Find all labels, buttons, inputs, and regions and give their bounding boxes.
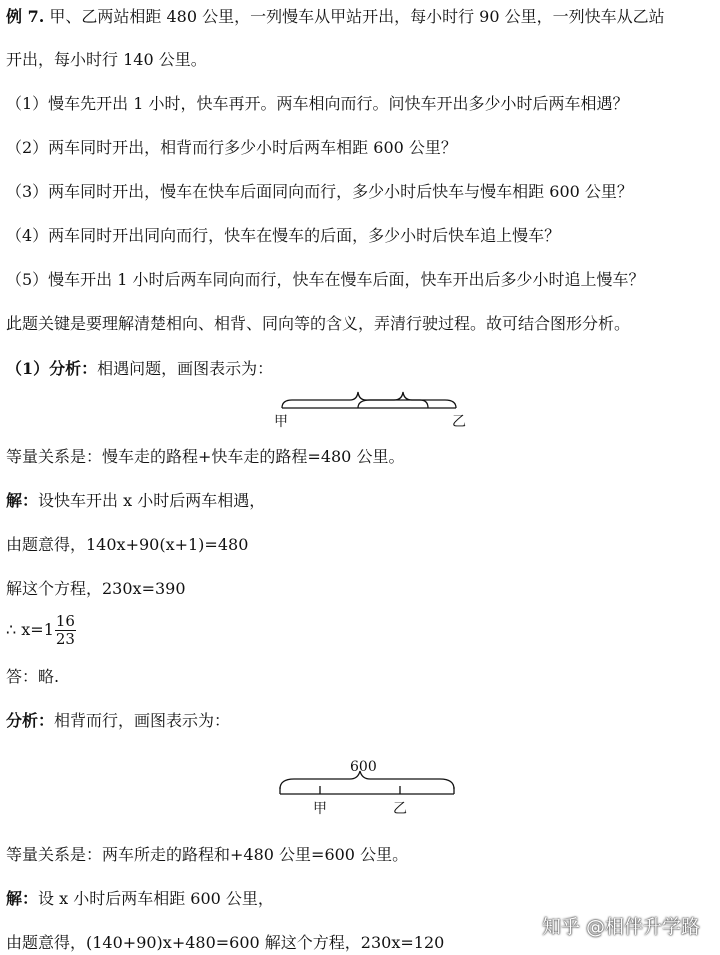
separation-diagram: [270, 757, 470, 821]
part1-solve-text: 设快车开出 x 小时后两车相遇，: [38, 491, 266, 510]
diagram-label-600: 600: [350, 759, 377, 775]
separation-diagram-svg: [270, 757, 470, 821]
part1-simplified: 解这个方程，230x=390: [6, 579, 186, 598]
part2-equation: 由题意得，(140+90)x+480=600 解这个方程，230x=120: [6, 933, 445, 952]
part2-solve-line: [6, 889, 274, 909]
question-2: （2）两车同时开出，相背而行多少小时后两车相距 600 公里？: [6, 138, 457, 157]
meeting-diagram: [270, 388, 480, 432]
part1-analysis: [6, 359, 273, 379]
problem-label: 例 7.: [6, 7, 45, 26]
part1-heading-text: 相遇问题，画图表示为：: [97, 359, 274, 378]
diagram-label-yi: 乙: [452, 414, 466, 430]
problem-text-line2: 开出，每小时行 140 公里。: [6, 50, 207, 69]
problem-text-line1: 甲、乙两站相距 480 公里，一列慢车从甲站开出，每小时行 90 公里，一列快车从乙站: [44, 7, 665, 26]
part1-solve-line: [6, 491, 265, 511]
diagram2-label-yi: 乙: [393, 801, 407, 817]
meeting-diagram-svg: [270, 388, 480, 432]
diagram2-label-jia: 甲: [313, 801, 327, 817]
fraction-denominator: 23: [55, 630, 75, 648]
part2-relation: 等量关系是：两车所走的路程和+480 公里=600 公里。: [6, 845, 409, 864]
part1-result: [6, 613, 76, 648]
result-fraction: [55, 613, 76, 648]
slow-train-brace: [282, 392, 428, 408]
part2-heading: 分析：: [6, 711, 55, 730]
part1-result-prefix: ∴ x=1: [6, 620, 54, 639]
part1-solve-label: 解：: [6, 491, 39, 510]
fraction-numerator: 16: [55, 612, 75, 630]
part1-answer: 答：略.: [6, 667, 60, 686]
diagram-label-jia: 甲: [274, 414, 288, 430]
part2-heading-text: 相背而行，画图表示为：: [54, 711, 231, 730]
question-1: （1）慢车先开出 1 小时，快车再开。两车相向而行。问快车开出多少小时后两车相遇？: [6, 94, 629, 113]
problem-title-line: [6, 7, 665, 27]
question-5: （5）慢车开出 1 小时后两车同向而行，快车在慢车后面，快车开出后多少小时追上慢车？: [6, 270, 645, 289]
part2-solve-label: 解：: [6, 889, 39, 908]
part2-analysis: [6, 711, 230, 731]
question-4: （4）两车同时开出同向而行，快车在慢车的后面，多少小时后快车追上慢车？: [6, 226, 561, 245]
part1-relation: 等量关系是：慢车走的路程+快车走的路程=480 公里。: [6, 447, 405, 466]
part1-heading: （1）分析：: [6, 359, 98, 378]
question-3: （3）两车同时开出，慢车在快车后面同向而行，多少小时后快车与慢车相距 600 公里？: [6, 182, 633, 201]
key-point: 此题关键是要理解清楚相向、相背、同向等的含义，弄清行驶过程。故可结合图形分析。: [6, 314, 631, 333]
part2-solve-text: 设 x 小时后两车相距 600 公里，: [38, 889, 274, 908]
zhihu-watermark: 知乎 @相伴升学路: [541, 916, 700, 938]
part1-equation: 由题意得，140x+90(x+1)=480: [6, 535, 249, 554]
